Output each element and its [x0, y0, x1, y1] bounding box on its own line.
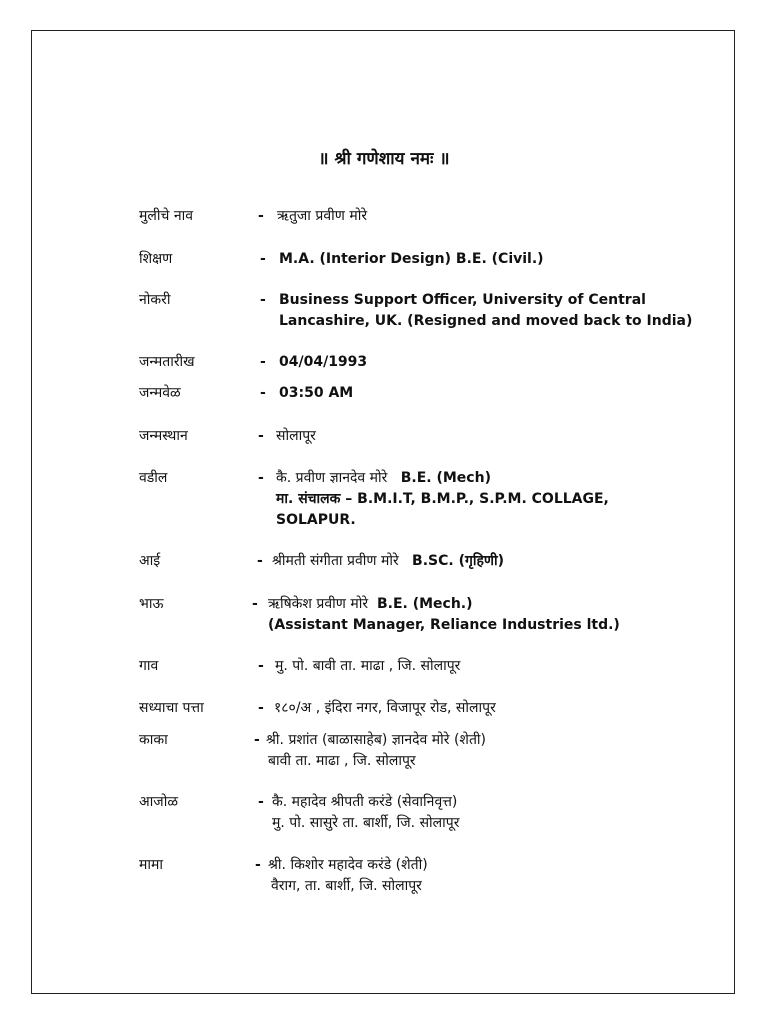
- education-separator: -: [260, 251, 266, 267]
- birth-place-value: सोलापूर: [276, 428, 316, 444]
- father-name: कै. प्रवीण ज्ञानदेव मोरे: [276, 470, 388, 486]
- mother-degree: B.SC. (गृहिणी): [412, 553, 505, 569]
- maternal-grandfather-line-1: कै. महादेव श्रीपती करंडे (सेवानिवृत्त): [272, 794, 458, 810]
- name-value: ऋतुजा प्रवीण मोरे: [277, 208, 368, 224]
- job-label: नोकरी: [139, 292, 171, 308]
- father-line-3: SOLAPUR.: [276, 512, 356, 528]
- job-line-2: Lancashire, UK. (Resigned and moved back to India): [279, 313, 693, 329]
- birth-time-value: 03:50 AM: [279, 385, 354, 401]
- maternal-uncle-line-2: वैराग, ता. बार्शी, जि. सोलापूर: [271, 878, 422, 894]
- brother-degree: B.E. (Mech.): [376, 596, 473, 612]
- birth-place-separator: -: [258, 428, 264, 444]
- maternal-grandfather-label: आजोळ: [139, 794, 178, 810]
- address-separator: -: [258, 700, 264, 716]
- mother-name: श्रीमती संगीता प्रवीण मोरे: [272, 553, 399, 569]
- village-label: गाव: [139, 658, 159, 674]
- brother-label: भाऊ: [139, 596, 164, 612]
- education-value: M.A. (Interior Design) B.E. (Civil.): [279, 251, 544, 267]
- father-line-2: मा. संचालक – B.M.I.T, B.M.P., S.P.M. COLLAGE,: [276, 491, 609, 507]
- education-label: शिक्षण: [139, 251, 173, 267]
- father-separator: -: [258, 470, 264, 486]
- maternal-uncle-separator: -: [255, 857, 261, 873]
- village-value: मु. पो. बावी ता. माढा , जि. सोलापूर: [275, 658, 461, 674]
- job-line-1: Business Support Officer, University of Central: [279, 292, 646, 308]
- name-separator: -: [258, 208, 264, 224]
- maternal-uncle-label: मामा: [139, 857, 163, 873]
- maternal-uncle-line-1: श्री. किशोर महादेव करंडे (शेती): [268, 857, 428, 873]
- village-separator: -: [258, 658, 264, 674]
- father-degree: B.E. (Mech): [400, 470, 491, 486]
- uncle-line-1: श्री. प्रशांत (बाळासाहेब) ज्ञानदेव मोरे (शेती): [266, 732, 487, 748]
- address-value: १८०/अ , इंदिरा नगर, विजापूर रोड, सोलापूर: [274, 700, 496, 716]
- brother-separator: -: [252, 596, 258, 612]
- birth-place-label: जन्मस्थान: [139, 428, 188, 444]
- uncle-separator: -: [254, 732, 260, 748]
- document-title: ॥ श्री गणेशाय नमः ॥: [318, 149, 450, 169]
- uncle-label: काका: [139, 732, 168, 748]
- maternal-uncle-value: [268, 855, 428, 897]
- maternal-grandfather-line-2: मु. पो. सासुरे ता. बार्शी, जि. सोलापूर: [272, 815, 460, 831]
- birth-date-label: जन्मतारीख: [139, 354, 195, 370]
- address-label: सध्याचा पत्ता: [139, 700, 204, 716]
- job-value: [279, 290, 692, 332]
- father-value: [276, 468, 609, 531]
- father-label: वडील: [139, 470, 168, 486]
- mother-separator: -: [257, 553, 263, 569]
- brother-line-2: (Assistant Manager, Reliance Industries ltd.): [268, 617, 620, 633]
- birth-date-value: 04/04/1993: [279, 354, 368, 370]
- mother-label: आई: [139, 553, 161, 569]
- job-separator: -: [260, 292, 266, 308]
- uncle-value: [266, 730, 486, 772]
- brother-name: ऋषिकेश प्रवीण मोरे: [268, 596, 369, 612]
- maternal-grandfather-separator: -: [258, 794, 264, 810]
- maternal-grandfather-value: [272, 792, 459, 834]
- mother-value: [272, 551, 504, 572]
- brother-value: [268, 594, 620, 636]
- birth-date-separator: -: [260, 354, 266, 370]
- birth-time-label: जन्मवेळ: [139, 385, 181, 401]
- uncle-line-2: बावी ता. माढा , जि. सोलापूर: [268, 753, 416, 769]
- birth-time-separator: -: [260, 385, 266, 401]
- name-label: मुलीचे नाव: [139, 208, 194, 224]
